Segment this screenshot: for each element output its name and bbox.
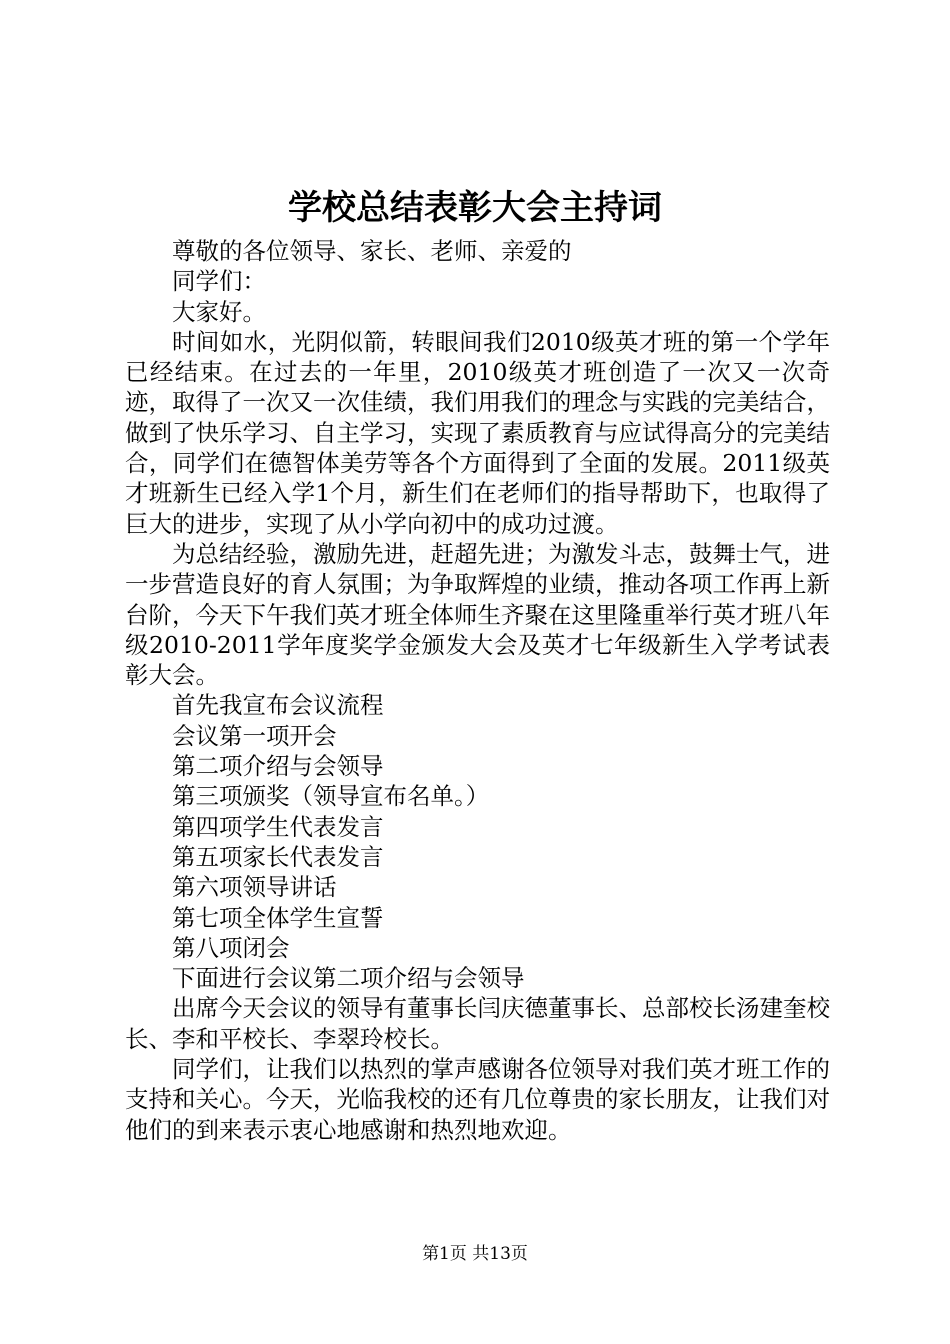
agenda-item-7: 第七项全体学生宣誓 [172,903,384,932]
document-body [125,236,830,1145]
paragraph-review: 时间如水，光阴似箭，转眼间我们2010级英才班的第一个学年已经结束。在过去的一年里，2010级英才班创造了一次又一次奇迹，取得了一次又一次佳绩，我们用我们的理念与实践的完美结合，做到了快乐学习、自主学习，实现了素质教育与应试得高分的完美结合，同学们在德智体美劳等各个方面得到了全面的发展。2011级英才班新生已经入学1个月，新生们在老师们的指导帮助下，也取得了巨大的进步，实现了从小学向初中的成功过渡。 [125,327,830,538]
paragraph-agenda-intro: 首先我宣布会议流程 [172,691,384,720]
paragraph-salutation-2: 同学们： [172,267,266,296]
agenda-item-8: 第八项闭会 [172,933,290,962]
agenda-item-4: 第四项学生代表发言 [172,812,384,841]
paragraph-purpose: 为总结经验，激励先进，赶超先进；为激发斗志，鼓舞士气，进一步营造良好的育人氛围；为争取辉煌的业绩，推动各项工作再上新台阶，今天下午我们英才班全体师生齐聚在这里隆重举行英才班八年级2010-2011学年度奖学金颁发大会及英才七年级新生入学考试表彰大会。 [125,539,830,690]
page-footer: 第1页 共13页 [422,1244,528,1264]
document-title: 学校总结表彰大会主持词 [288,188,662,228]
agenda-item-1: 会议第一项开会 [172,721,337,750]
agenda-item-6: 第六项领导讲话 [172,873,337,902]
agenda-item-3: 第三项颁奖（领导宣布名单。） [172,782,490,811]
paragraph-second-item: 下面进行会议第二项介绍与会领导 [172,964,525,993]
paragraph-salutation-1: 尊敬的各位领导、家长、老师、亲爱的 [172,237,572,265]
paragraph-thanks: 同学们，让我们以热烈的掌声感谢各位领导对我们英才班工作的支持和关心。今天，光临我校的还有几位尊贵的家长朋友，让我们对他们的到来表示衷心地感谢和热烈地欢迎。 [125,1055,830,1144]
paragraph-leaders: 出席今天会议的领导有董事长闫庆德董事长、总部校长汤建奎校长、李和平校长、李翠玲校长。 [125,994,830,1053]
paragraph-greeting: 大家好。 [172,297,266,326]
agenda-item-5: 第五项家长代表发言 [172,842,384,871]
agenda-item-2: 第二项介绍与会领导 [172,752,384,781]
